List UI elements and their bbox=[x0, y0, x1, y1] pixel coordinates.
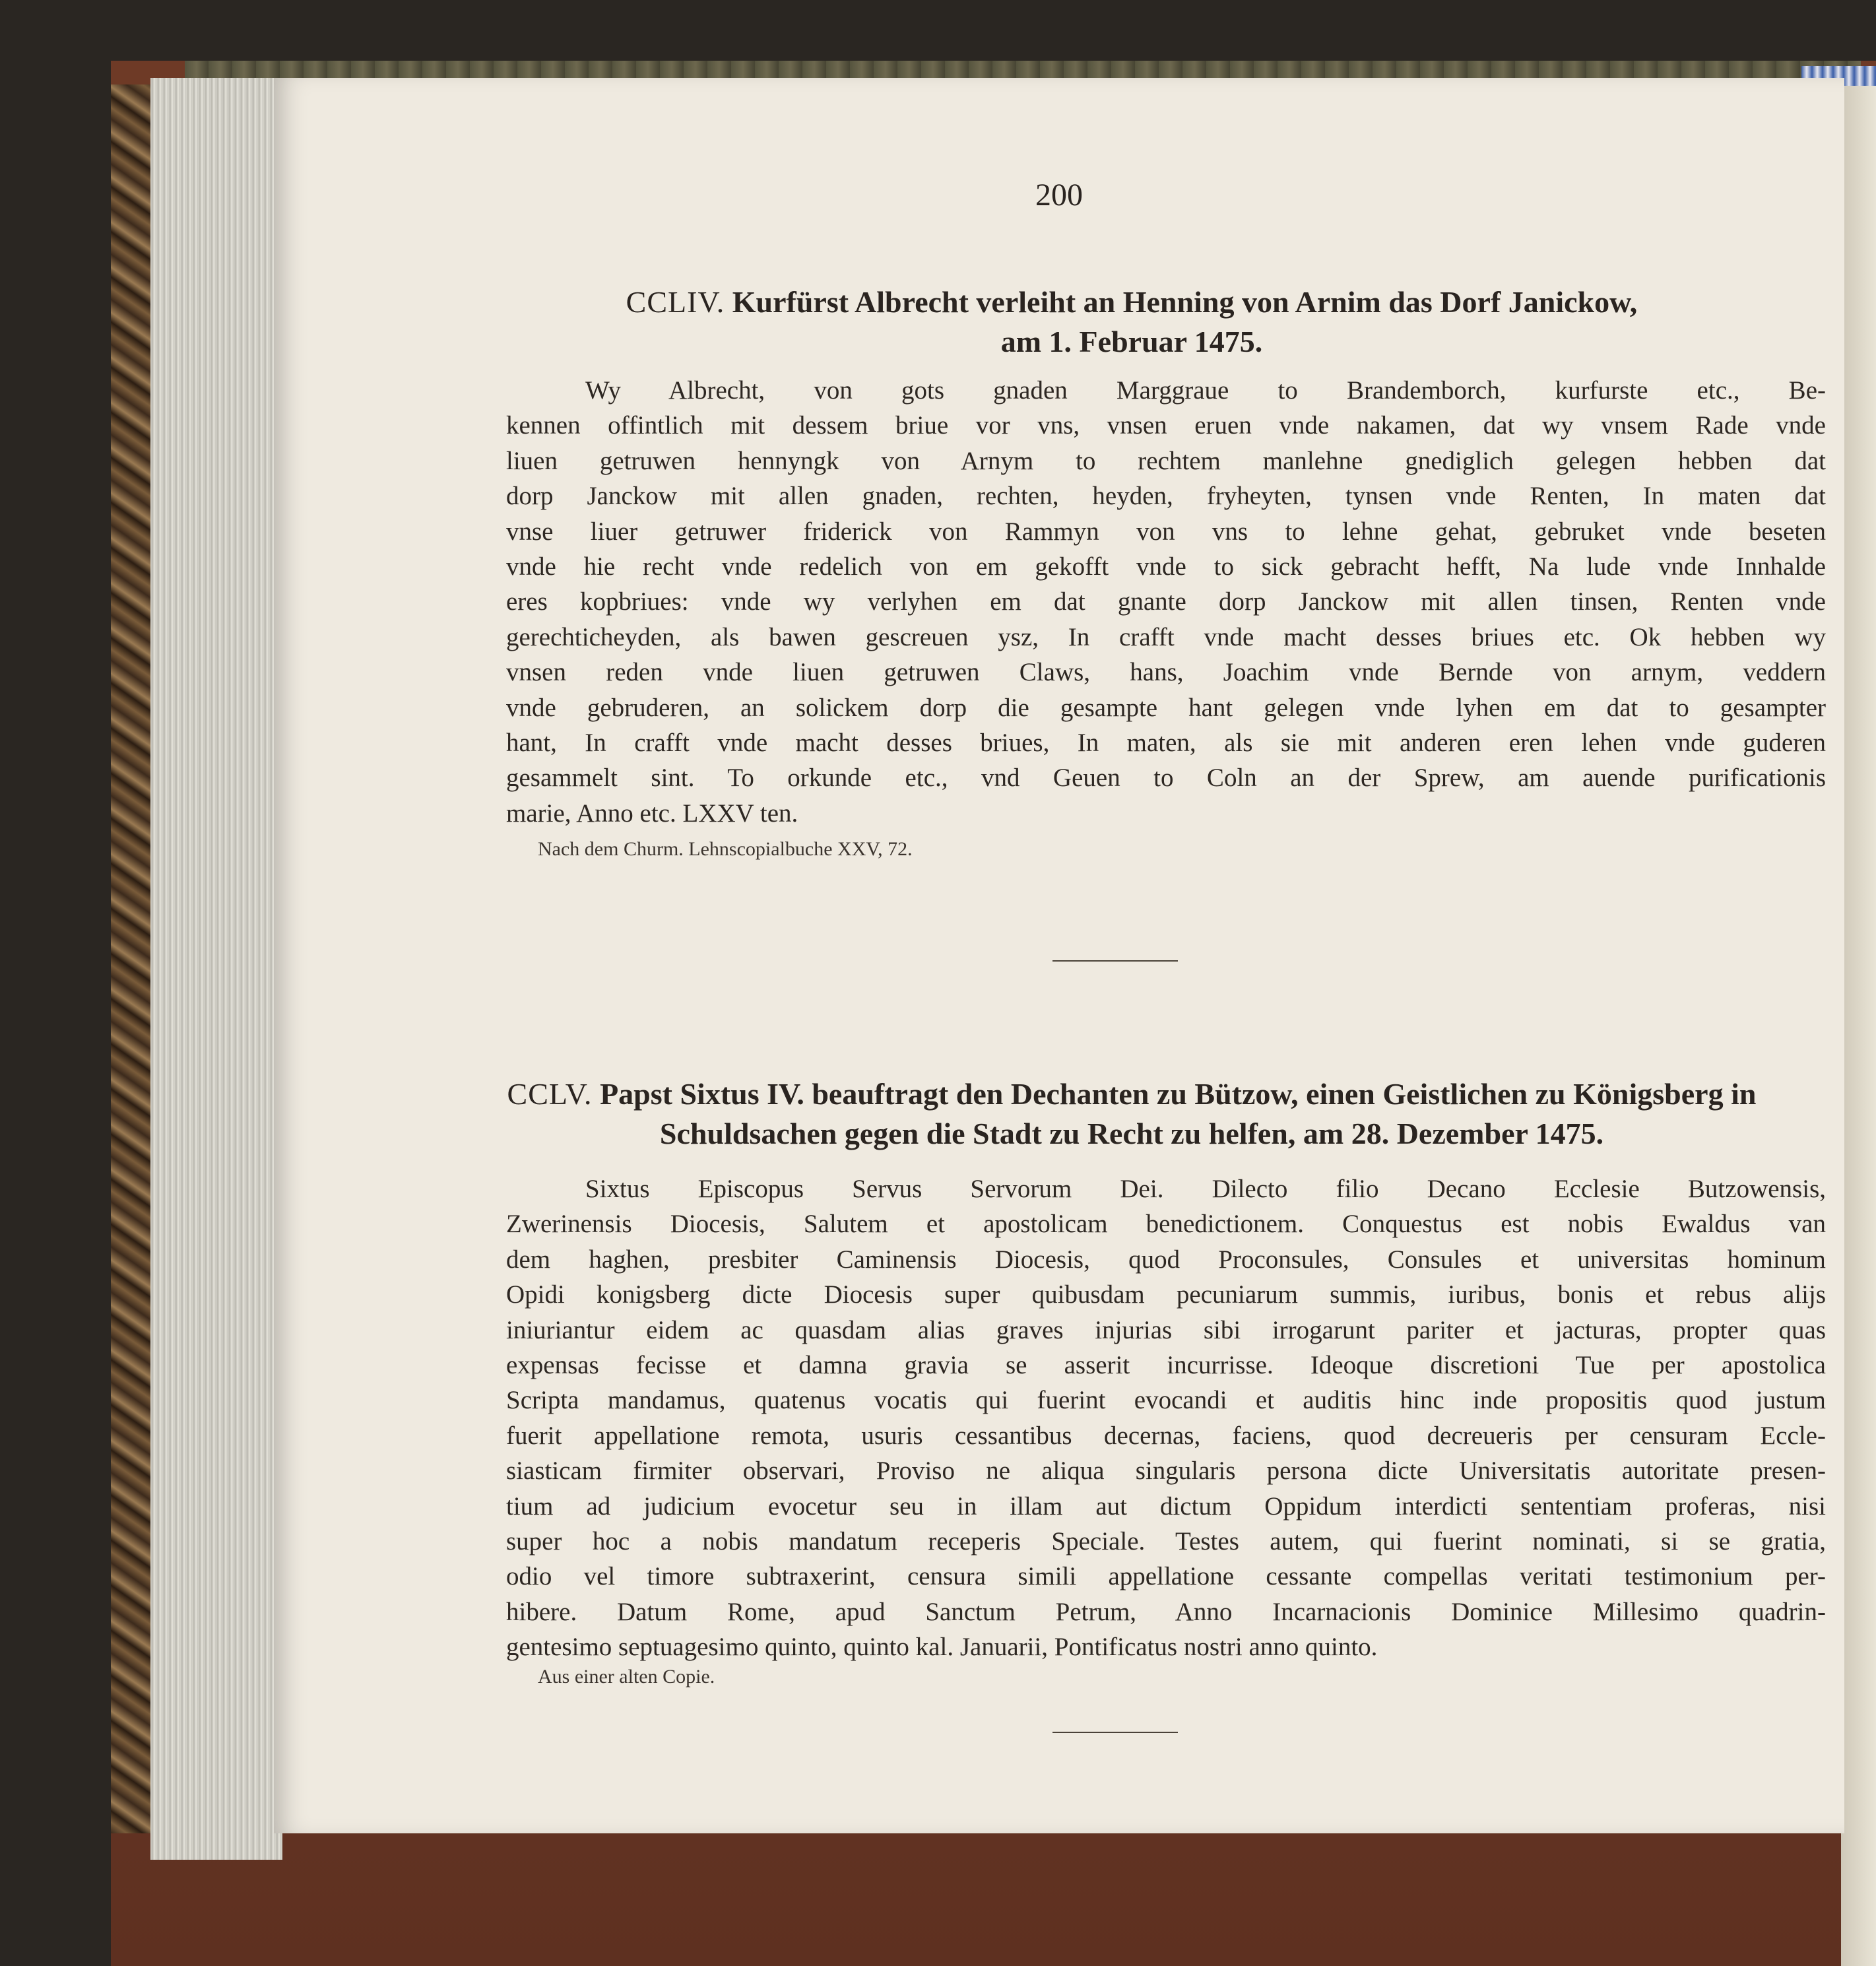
body-line: eres kopbriues: vnde wy verlyhen em dat gnante dorp Janckow mit allen tinsen, Renten vnde bbox=[506, 587, 1826, 616]
body-line: Zwerinensis Diocesis, Salutem et apostolicam benedictionem. Conquestus est nobis Ewaldus van bbox=[506, 1210, 1826, 1239]
doc2-source: Aus einer alten Copie. bbox=[538, 1666, 715, 1687]
body-line: liuen getruwen hennyngk von Arnym to rechtem manlehne gnediglich gelegen hebben dat bbox=[506, 446, 1826, 475]
body-line: gerechticheyden, als bawen gescreuen ysz, In crafft vnde macht desses briues etc. Ok hebben wy bbox=[506, 622, 1826, 651]
doc2-heading bbox=[465, 1074, 1798, 1154]
body-line: Opidi konigsberg dicte Diocesis super quibusdam pecuniarum summis, iuribus, bonis et rebus alijs bbox=[506, 1280, 1826, 1309]
body-line: Scripta mandamus, quatenus vocatis qui fuerint evocandi et auditis hinc inde propositis quod justum bbox=[506, 1386, 1826, 1415]
end-divider bbox=[1052, 1732, 1178, 1733]
body-line: tium ad judicium evocetur seu in illam aut dictum Oppidum interdicti sententiam proferas, nisi bbox=[506, 1491, 1826, 1521]
doc1-source: Nach dem Churm. Lehnscopialbuche XXV, 72. bbox=[538, 838, 913, 860]
body-line: expensas fecisse et damna gravia se asserit incurrisse. Ideoque discretioni Tue per apostolica bbox=[506, 1351, 1826, 1380]
page-number: 200 bbox=[1035, 178, 1083, 213]
body-line: vnsen reden vnde liuen getruwen Claws, hans, Joachim vnde Bernde von arnym, veddern bbox=[506, 658, 1826, 687]
doc1-body bbox=[506, 373, 1826, 831]
body-line: gesammelt sint. To orkunde etc., vnd Geuen to Coln an der Sprew, am auende purificationis bbox=[506, 764, 1826, 793]
body-line: vnde gebruderen, an solickem dorp die gesampte hant gelegen vnde lyhen em dat to gesampter bbox=[506, 693, 1826, 722]
body-line: iniuriantur eidem ac quasdam alias graves injurias sibi irrogarunt pariter et jacturas, propter quas bbox=[506, 1315, 1826, 1344]
body-line: super hoc a nobis mandatum receperis Speciale. Testes autem, qui fuerint nominati, si se gratia, bbox=[506, 1527, 1826, 1556]
section-divider bbox=[1052, 960, 1178, 962]
page-stack-edge bbox=[150, 78, 282, 1860]
body-line: Wy Albrecht, von gots gnaden Marggraue to Brandemborch, kurfurste etc., Be- bbox=[585, 376, 1826, 405]
body-line: dorp Janckow mit allen gnaden, rechten, heyden, fryheyten, tynsen vnde Renten, In maten dat bbox=[506, 482, 1826, 511]
body-line: vnse liuer getruwer friderick von Rammyn von vns to lehne gehat, gebruket vnde beseten bbox=[506, 517, 1826, 546]
body-line: vnde hie recht vnde redelich von em gekofft vnde to sick gebracht hefft, Na lude vnde Innhalde bbox=[506, 552, 1826, 581]
body-line: fuerit appellatione remota, usuris cessantibus decernas, faciens, quod decreueris per censuram Eccle- bbox=[506, 1421, 1826, 1450]
body-line: odio vel timore subtraxerint, censura simili appellatione cessante compellas veritati testimonium per- bbox=[506, 1562, 1826, 1591]
doc2-title-line2: Schuldsachen gegen die Stadt zu Recht zu helfen, am 28. Dezember 1475. bbox=[659, 1117, 1604, 1150]
body-line: hibere. Datum Rome, apud Sanctum Petrum, Anno Incarnacionis Dominice Millesimo quadrin- bbox=[506, 1597, 1826, 1626]
body-line: gentesimo septuagesimo quinto, quinto kal. Januarii, Pontificatus nostri anno quinto. bbox=[506, 1633, 1378, 1662]
doc2-title-line1: Papst Sixtus IV. beauftragt den Dechanten zu Bützow, einen Geistlichen zu Königsberg in bbox=[600, 1077, 1757, 1111]
body-line: hant, In crafft vnde macht desses briues, In maten, als sie mit anderen eren lehen vnde guderen bbox=[506, 729, 1826, 758]
doc2-number: CCLV. bbox=[507, 1077, 593, 1111]
book-page bbox=[274, 78, 1844, 1833]
doc1-number: CCLIV. bbox=[626, 285, 725, 319]
doc1-heading bbox=[465, 282, 1798, 362]
doc1-title-line2: am 1. Februar 1475. bbox=[1000, 325, 1263, 358]
body-line: dem haghen, presbiter Caminensis Diocesis, quod Proconsules, Consules et universitas hominum bbox=[506, 1245, 1826, 1274]
doc1-title-line1: Kurfürst Albrecht verleiht an Henning von Arnim das Dorf Janickow, bbox=[732, 285, 1638, 319]
marbled-endpaper bbox=[111, 84, 150, 1833]
body-line: siasticam firmiter observari, Proviso ne aliqua singularis persona dicte Universitatis autoritate presen- bbox=[506, 1457, 1826, 1486]
body-line: kennen offintlich mit dessem briue vor vns, vnsen eruen vnde nakamen, dat wy vnsem Rade vnde bbox=[506, 411, 1826, 440]
body-line: marie, Anno etc. LXXV ten. bbox=[506, 799, 798, 828]
doc2-body bbox=[506, 1171, 1826, 1665]
body-line: Sixtus Episcopus Servus Servorum Dei. Dilecto filio Decano Ecclesie Butzowensis, bbox=[585, 1175, 1826, 1203]
next-page-edge bbox=[1841, 86, 1876, 1966]
